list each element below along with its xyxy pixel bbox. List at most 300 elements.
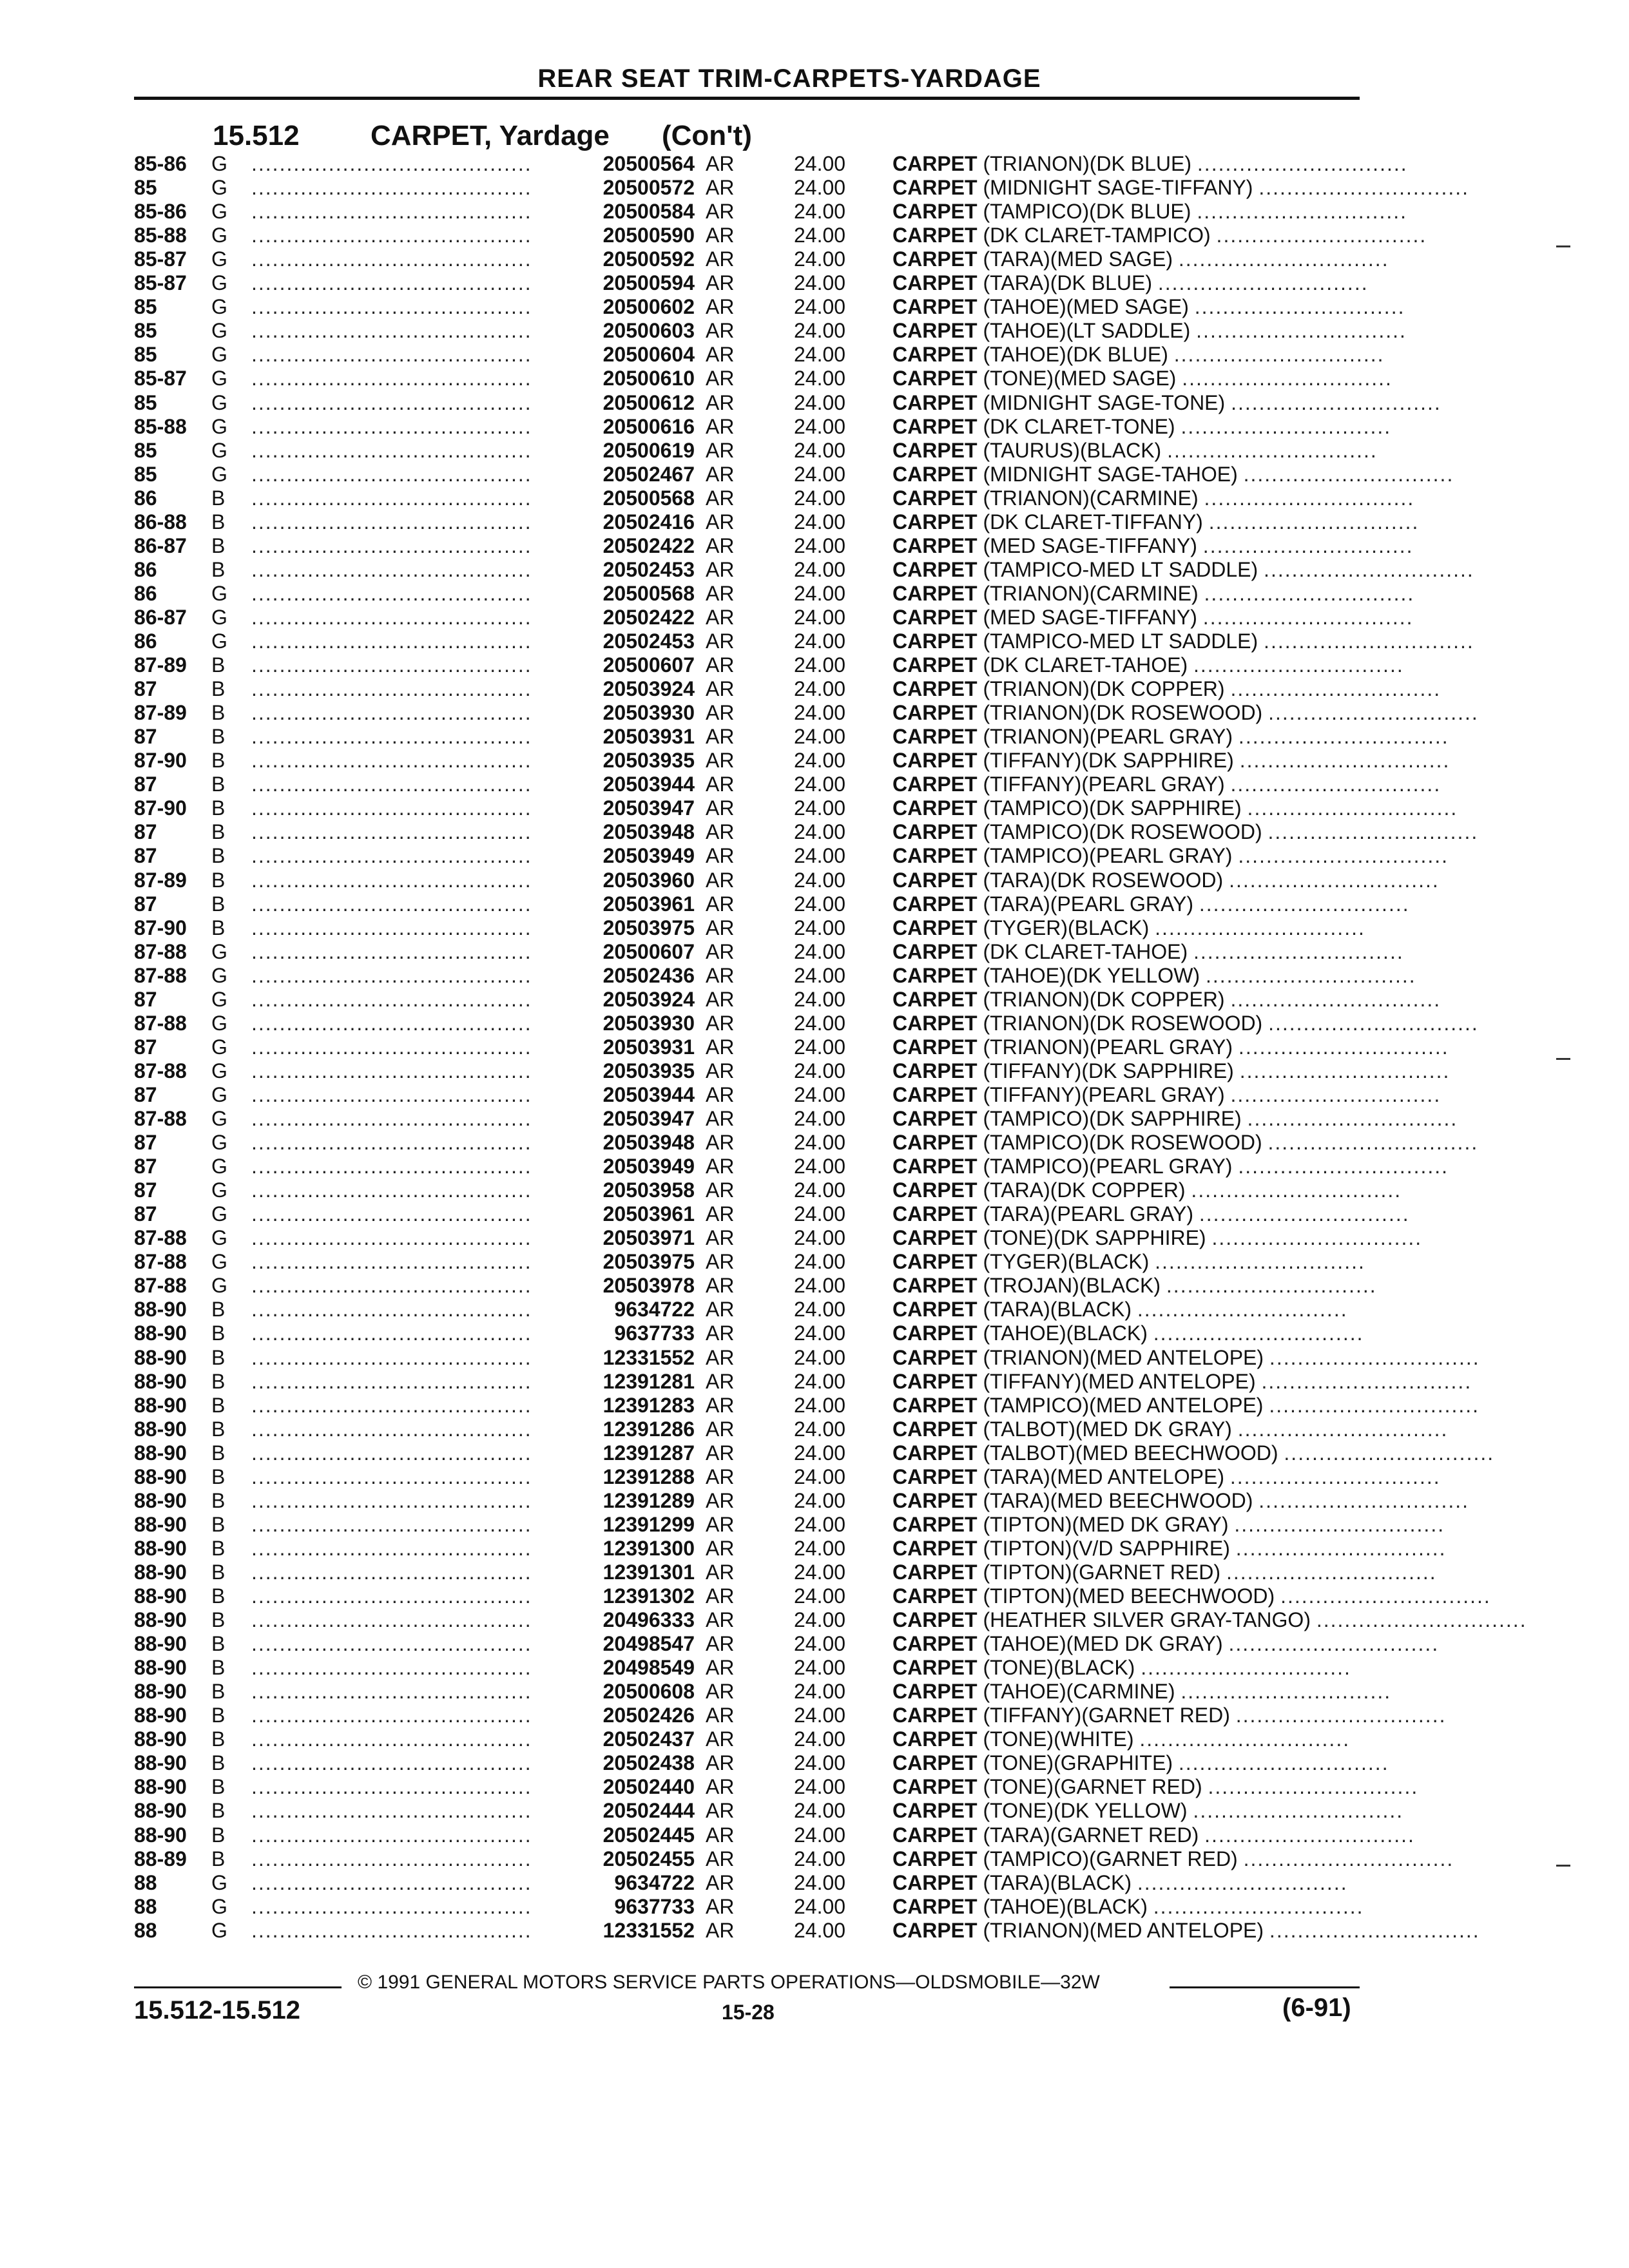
item-name: CARPET (892, 510, 978, 533)
item-name: CARPET (892, 844, 978, 868)
quantity: AR (706, 1751, 735, 1775)
leader-dots: .............................. (1182, 367, 1393, 390)
description (892, 1799, 1404, 1823)
item-detail: (TIPTON)(MED BEECHWOOD) (983, 1584, 1275, 1608)
price: 24.00 (794, 653, 846, 677)
item-detail: (TYGER)(BLACK) (983, 1250, 1150, 1274)
leader-dots: .............................. (1230, 677, 1441, 701)
item-detail: (TAMPICO)(DK SAPPHIRE) (983, 796, 1242, 820)
quantity: AR (706, 1441, 735, 1465)
description (892, 844, 1449, 868)
part-number: 20503971 (602, 1226, 695, 1250)
item-detail: (TYGER)(BLACK) (983, 916, 1150, 939)
leader-dots: .............................. (1268, 1011, 1479, 1035)
part-number: 20500608 (602, 1680, 695, 1704)
model-year: 87 (134, 1202, 157, 1226)
leader-dots: ........................................ (251, 844, 532, 868)
description (892, 295, 1405, 319)
description (892, 892, 1410, 916)
price: 24.00 (794, 1536, 846, 1560)
leader-dots: ........................................ (251, 1894, 532, 1918)
item-detail: (TAMPICO)(DK ROSEWOOD) (983, 820, 1262, 844)
quantity: AR (706, 319, 735, 343)
model-year: 85-88 (134, 224, 187, 247)
item-name: CARPET (892, 152, 978, 175)
table-row (0, 606, 1629, 629)
leader-dots: ........................................ (251, 939, 532, 963)
item-detail: (TRIANON)(PEARL GRAY) (983, 725, 1233, 749)
quantity: AR (706, 367, 735, 390)
price: 24.00 (794, 796, 846, 820)
leader-dots: .............................. (1238, 1155, 1449, 1178)
price: 24.00 (794, 1847, 846, 1870)
item-name: CARPET (892, 605, 978, 629)
model-year: 87 (134, 1035, 157, 1059)
model-year: 87 (134, 725, 157, 749)
leader-dots: .............................. (1264, 629, 1474, 653)
leader-dots: .............................. (1247, 1107, 1458, 1130)
quantity: AR (706, 1775, 735, 1799)
part-number: 20500568 (602, 581, 695, 605)
section-continued: (Con't) (662, 120, 752, 151)
price: 24.00 (794, 605, 846, 629)
item-name: CARPET (892, 1656, 978, 1680)
price: 24.00 (794, 1226, 846, 1250)
part-number: 20503931 (602, 1035, 695, 1059)
part-number: 20503947 (602, 1107, 695, 1130)
item-name: CARPET (892, 1011, 978, 1035)
part-number: 20503944 (602, 773, 695, 796)
table-row (0, 1346, 1629, 1370)
table-row (0, 1823, 1629, 1847)
leader-dots: ........................................ (251, 1751, 532, 1775)
body-code: G (211, 295, 227, 319)
leader-dots: ........................................ (251, 438, 532, 462)
quantity: AR (706, 1560, 735, 1584)
body-code: G (211, 1131, 227, 1155)
item-name: CARPET (892, 343, 978, 367)
item-detail: (TONE)(DK SAPPHIRE) (983, 1226, 1206, 1250)
item-name: CARPET (892, 1632, 978, 1656)
part-number: 20502440 (602, 1775, 695, 1799)
description (892, 176, 1470, 200)
item-detail: (TAURUS)(BLACK) (983, 438, 1162, 462)
body-code: G (211, 1870, 227, 1894)
price: 24.00 (794, 200, 846, 224)
leader-dots: .............................. (1261, 1369, 1472, 1393)
quantity: AR (706, 987, 735, 1011)
leader-dots: ........................................ (251, 1632, 532, 1656)
table-row (0, 1107, 1629, 1131)
leader-dots: ........................................ (251, 557, 532, 581)
leader-dots: ........................................ (251, 462, 532, 486)
leader-dots: ........................................ (251, 963, 532, 987)
table-row (0, 439, 1629, 463)
description (892, 1059, 1451, 1083)
quantity: AR (706, 1918, 735, 1942)
body-code: G (211, 1082, 227, 1106)
price: 24.00 (794, 987, 846, 1011)
description (892, 1680, 1392, 1704)
item-name: CARPET (892, 1775, 978, 1799)
body-code: B (211, 1536, 226, 1560)
leader-dots: .............................. (1178, 247, 1389, 271)
price: 24.00 (794, 677, 846, 701)
part-number: 12331552 (602, 1345, 695, 1369)
table-row (0, 653, 1629, 677)
description (892, 1584, 1491, 1608)
body-code: B (211, 510, 226, 533)
item-detail: (DK CLARET-TAMPICO) (983, 224, 1211, 247)
body-code: G (211, 224, 227, 247)
quantity: AR (706, 295, 735, 319)
description (892, 1011, 1479, 1035)
body-code: B (211, 820, 226, 844)
leader-dots: ........................................ (251, 581, 532, 605)
price: 24.00 (794, 1082, 846, 1106)
item-name: CARPET (892, 1847, 978, 1870)
body-code: B (211, 1823, 226, 1847)
description (892, 247, 1389, 271)
model-year: 85 (134, 390, 157, 414)
description (892, 1895, 1366, 1919)
quantity: AR (706, 749, 735, 773)
description (892, 749, 1451, 773)
quantity: AR (706, 1155, 735, 1178)
item-detail: (TARA)(DK COPPER) (983, 1178, 1186, 1202)
leader-dots: ........................................ (251, 749, 532, 773)
body-code: G (211, 939, 227, 963)
leader-dots: ........................................ (251, 892, 532, 916)
description (892, 1035, 1449, 1059)
price: 24.00 (794, 486, 846, 510)
model-year: 87-90 (134, 796, 187, 820)
body-code: B (211, 868, 226, 892)
model-year: 88 (134, 1894, 157, 1918)
table-row (0, 558, 1629, 582)
table-row (0, 1059, 1629, 1083)
table-row (0, 964, 1629, 988)
item-detail: (TARA)(MED ANTELOPE) (983, 1465, 1224, 1488)
leader-dots: .............................. (1230, 987, 1441, 1011)
leader-dots: .............................. (1243, 462, 1454, 486)
body-code: G (211, 987, 227, 1011)
leader-dots: .............................. (1237, 1417, 1449, 1441)
model-year: 88-90 (134, 1417, 187, 1441)
part-number: 12391281 (602, 1369, 695, 1393)
table-row (0, 988, 1629, 1012)
part-number: 20502437 (602, 1727, 695, 1751)
body-code: B (211, 1775, 226, 1799)
part-number: 9637733 (614, 1894, 695, 1918)
quantity: AR (706, 677, 735, 701)
item-name: CARPET (892, 1441, 978, 1465)
item-name: CARPET (892, 653, 978, 677)
item-name: CARPET (892, 1870, 978, 1894)
table-row (0, 869, 1629, 892)
leader-dots: ........................................ (251, 725, 532, 749)
model-year: 87 (134, 987, 157, 1011)
quantity: AR (706, 533, 735, 557)
description (892, 557, 1474, 582)
price: 24.00 (794, 1178, 846, 1202)
model-year: 87 (134, 773, 157, 796)
quantity: AR (706, 1632, 735, 1656)
price: 24.00 (794, 224, 846, 247)
table-row (0, 1656, 1629, 1680)
section-number: 15.512 (213, 120, 300, 151)
item-detail: (TARA)(PEARL GRAY) (983, 892, 1193, 916)
part-number: 20503948 (602, 1131, 695, 1155)
part-number: 20503975 (602, 916, 695, 939)
item-name: CARPET (892, 1560, 978, 1584)
leader-dots: .............................. (1199, 892, 1410, 916)
leader-dots: ........................................ (251, 1847, 532, 1870)
leader-dots: .............................. (1153, 1321, 1364, 1345)
leader-dots: .............................. (1234, 1512, 1445, 1536)
item-name: CARPET (892, 271, 978, 295)
table-row (0, 176, 1629, 200)
price: 24.00 (794, 1011, 846, 1035)
body-code: B (211, 844, 226, 868)
item-detail: (TAMPICO)(PEARL GRAY) (983, 1155, 1233, 1178)
quantity: AR (706, 1178, 735, 1202)
body-code: B (211, 1632, 226, 1656)
item-name: CARPET (892, 390, 978, 414)
price: 24.00 (794, 1274, 846, 1298)
leader-dots: .............................. (1230, 1082, 1441, 1106)
item-detail: (TAMPICO)(DK ROSEWOOD) (983, 1131, 1262, 1155)
price: 24.00 (794, 1775, 846, 1799)
table-row (0, 796, 1629, 820)
description (892, 987, 1441, 1012)
part-number: 20503931 (602, 725, 695, 749)
model-year: 88-90 (134, 1680, 187, 1704)
model-year: 86 (134, 629, 157, 653)
description (892, 271, 1369, 295)
body-code: G (211, 1250, 227, 1274)
item-name: CARPET (892, 892, 978, 916)
description (892, 486, 1415, 510)
price: 24.00 (794, 939, 846, 963)
leader-dots: ........................................ (251, 319, 532, 343)
table-row (0, 1370, 1629, 1394)
price: 24.00 (794, 533, 846, 557)
description (892, 1441, 1495, 1465)
model-year: 87 (134, 1082, 157, 1106)
price: 24.00 (794, 295, 846, 319)
part-number: 20500616 (602, 414, 695, 438)
quantity: AR (706, 629, 735, 653)
item-name: CARPET (892, 939, 978, 963)
quantity: AR (706, 1131, 735, 1155)
leader-dots: .............................. (1229, 1465, 1441, 1488)
model-year: 87 (134, 844, 157, 868)
table-row (0, 1274, 1629, 1298)
item-name: CARPET (892, 176, 978, 200)
price: 24.00 (794, 1035, 846, 1059)
leader-dots: ........................................ (251, 367, 532, 390)
item-name: CARPET (892, 1369, 978, 1393)
description (892, 1082, 1441, 1107)
table-row (0, 844, 1629, 868)
description (892, 1512, 1445, 1537)
item-detail: (TAHOE)(CARMINE) (983, 1680, 1175, 1704)
quantity: AR (706, 820, 735, 844)
body-code: G (211, 200, 227, 224)
leader-dots: .............................. (1153, 1894, 1364, 1918)
leader-dots: ........................................ (251, 343, 532, 367)
price: 24.00 (794, 1321, 846, 1345)
body-code: B (211, 725, 226, 749)
model-year: 88-90 (134, 1727, 187, 1751)
quantity: AR (706, 1727, 735, 1751)
price: 24.00 (794, 1441, 846, 1465)
margin-mark (1556, 1865, 1570, 1867)
leader-dots: ........................................ (251, 271, 532, 295)
price: 24.00 (794, 749, 846, 773)
body-code: G (211, 629, 227, 653)
item-detail: (TRIANON)(MED ANTELOPE) (983, 1345, 1264, 1369)
price: 24.00 (794, 1512, 846, 1536)
model-year: 88-89 (134, 1847, 187, 1870)
quantity: AR (706, 1059, 735, 1082)
description (892, 414, 1392, 439)
model-year: 88-90 (134, 1393, 187, 1417)
body-code: B (211, 773, 226, 796)
leader-dots: ........................................ (251, 677, 532, 701)
quantity: AR (706, 725, 735, 749)
table-row (0, 1680, 1629, 1704)
table-row (0, 1799, 1629, 1823)
model-year: 87-88 (134, 1107, 187, 1130)
price: 24.00 (794, 725, 846, 749)
model-year: 87 (134, 1155, 157, 1178)
model-year: 87-88 (134, 1226, 187, 1250)
leader-dots: .............................. (1202, 533, 1414, 557)
quantity: AR (706, 868, 735, 892)
price: 24.00 (794, 1560, 846, 1584)
leader-dots: ........................................ (251, 1226, 532, 1250)
description (892, 963, 1416, 988)
leader-dots: .............................. (1264, 557, 1474, 581)
leader-dots: .............................. (1284, 1441, 1495, 1465)
section-name: CARPET, Yardage (371, 120, 610, 151)
model-year: 87 (134, 892, 157, 916)
model-year: 87-88 (134, 1274, 187, 1298)
price: 24.00 (794, 844, 846, 868)
quantity: AR (706, 1417, 735, 1441)
description (892, 939, 1404, 964)
price: 24.00 (794, 1799, 846, 1823)
description (892, 1202, 1410, 1226)
part-number: 20500607 (602, 939, 695, 963)
leader-dots: ........................................ (251, 1321, 532, 1345)
price: 24.00 (794, 1155, 846, 1178)
table-row (0, 773, 1629, 796)
body-code: B (211, 1799, 226, 1823)
body-code: B (211, 677, 226, 701)
table-row (0, 152, 1629, 176)
body-code: B (211, 653, 226, 677)
margin-mark (1556, 1058, 1570, 1060)
body-code: B (211, 486, 226, 510)
description (892, 1608, 1527, 1632)
description (892, 1488, 1469, 1513)
body-code: B (211, 701, 226, 725)
body-code: B (211, 1298, 226, 1321)
table-row (0, 1561, 1629, 1584)
item-detail: (TIFFANY)(MED ANTELOPE) (983, 1369, 1256, 1393)
leader-dots: ........................................ (251, 1035, 532, 1059)
footer-section-range: 15.512-15.512 (134, 1996, 301, 2024)
model-year: 88-90 (134, 1799, 187, 1823)
leader-dots: ........................................ (251, 1202, 532, 1226)
description (892, 1871, 1366, 1895)
table-row (0, 1394, 1629, 1418)
page-number: 15-28 (722, 2001, 775, 2024)
item-name: CARPET (892, 486, 978, 510)
leader-dots: .............................. (1155, 1250, 1365, 1274)
leader-dots: .............................. (1193, 653, 1404, 677)
leader-dots: .............................. (1181, 1680, 1392, 1704)
part-number: 20500612 (602, 390, 695, 414)
part-number: 20503949 (602, 844, 695, 868)
part-number: 20500607 (602, 653, 695, 677)
leader-dots: ........................................ (251, 1107, 532, 1130)
quantity: AR (706, 1274, 735, 1298)
model-year: 87-88 (134, 963, 187, 987)
table-row (0, 677, 1629, 701)
model-year: 88-90 (134, 1704, 187, 1727)
item-name: CARPET (892, 1680, 978, 1704)
description (892, 1298, 1366, 1321)
description (892, 773, 1441, 796)
leader-dots: ........................................ (251, 1918, 532, 1942)
price: 24.00 (794, 1465, 846, 1488)
leader-dots: .............................. (1173, 343, 1385, 367)
part-number: 20500619 (602, 438, 695, 462)
body-code: G (211, 963, 227, 987)
price: 24.00 (794, 701, 846, 725)
description (892, 701, 1479, 725)
quantity: AR (706, 1202, 735, 1226)
leader-dots: ........................................ (251, 1823, 532, 1847)
description (892, 1704, 1447, 1727)
description (892, 1393, 1480, 1418)
leader-dots: ........................................ (251, 486, 532, 510)
leader-dots: .............................. (1137, 1298, 1348, 1321)
price: 24.00 (794, 963, 846, 987)
price: 24.00 (794, 1704, 846, 1727)
part-number: 12391301 (602, 1560, 695, 1584)
item-detail: (TRIANON)(CARMINE) (983, 581, 1199, 605)
table-row (0, 1919, 1629, 1943)
part-number: 20498549 (602, 1656, 695, 1680)
price: 24.00 (794, 868, 846, 892)
item-name: CARPET (892, 1823, 978, 1847)
body-code: B (211, 749, 226, 773)
quantity: AR (706, 557, 735, 581)
quantity: AR (706, 1082, 735, 1106)
quantity: AR (706, 1584, 735, 1608)
quantity: AR (706, 1536, 735, 1560)
item-name: CARPET (892, 1082, 978, 1106)
model-year: 88 (134, 1918, 157, 1942)
price: 24.00 (794, 1059, 846, 1082)
model-year: 87 (134, 1131, 157, 1155)
description (892, 1131, 1479, 1155)
